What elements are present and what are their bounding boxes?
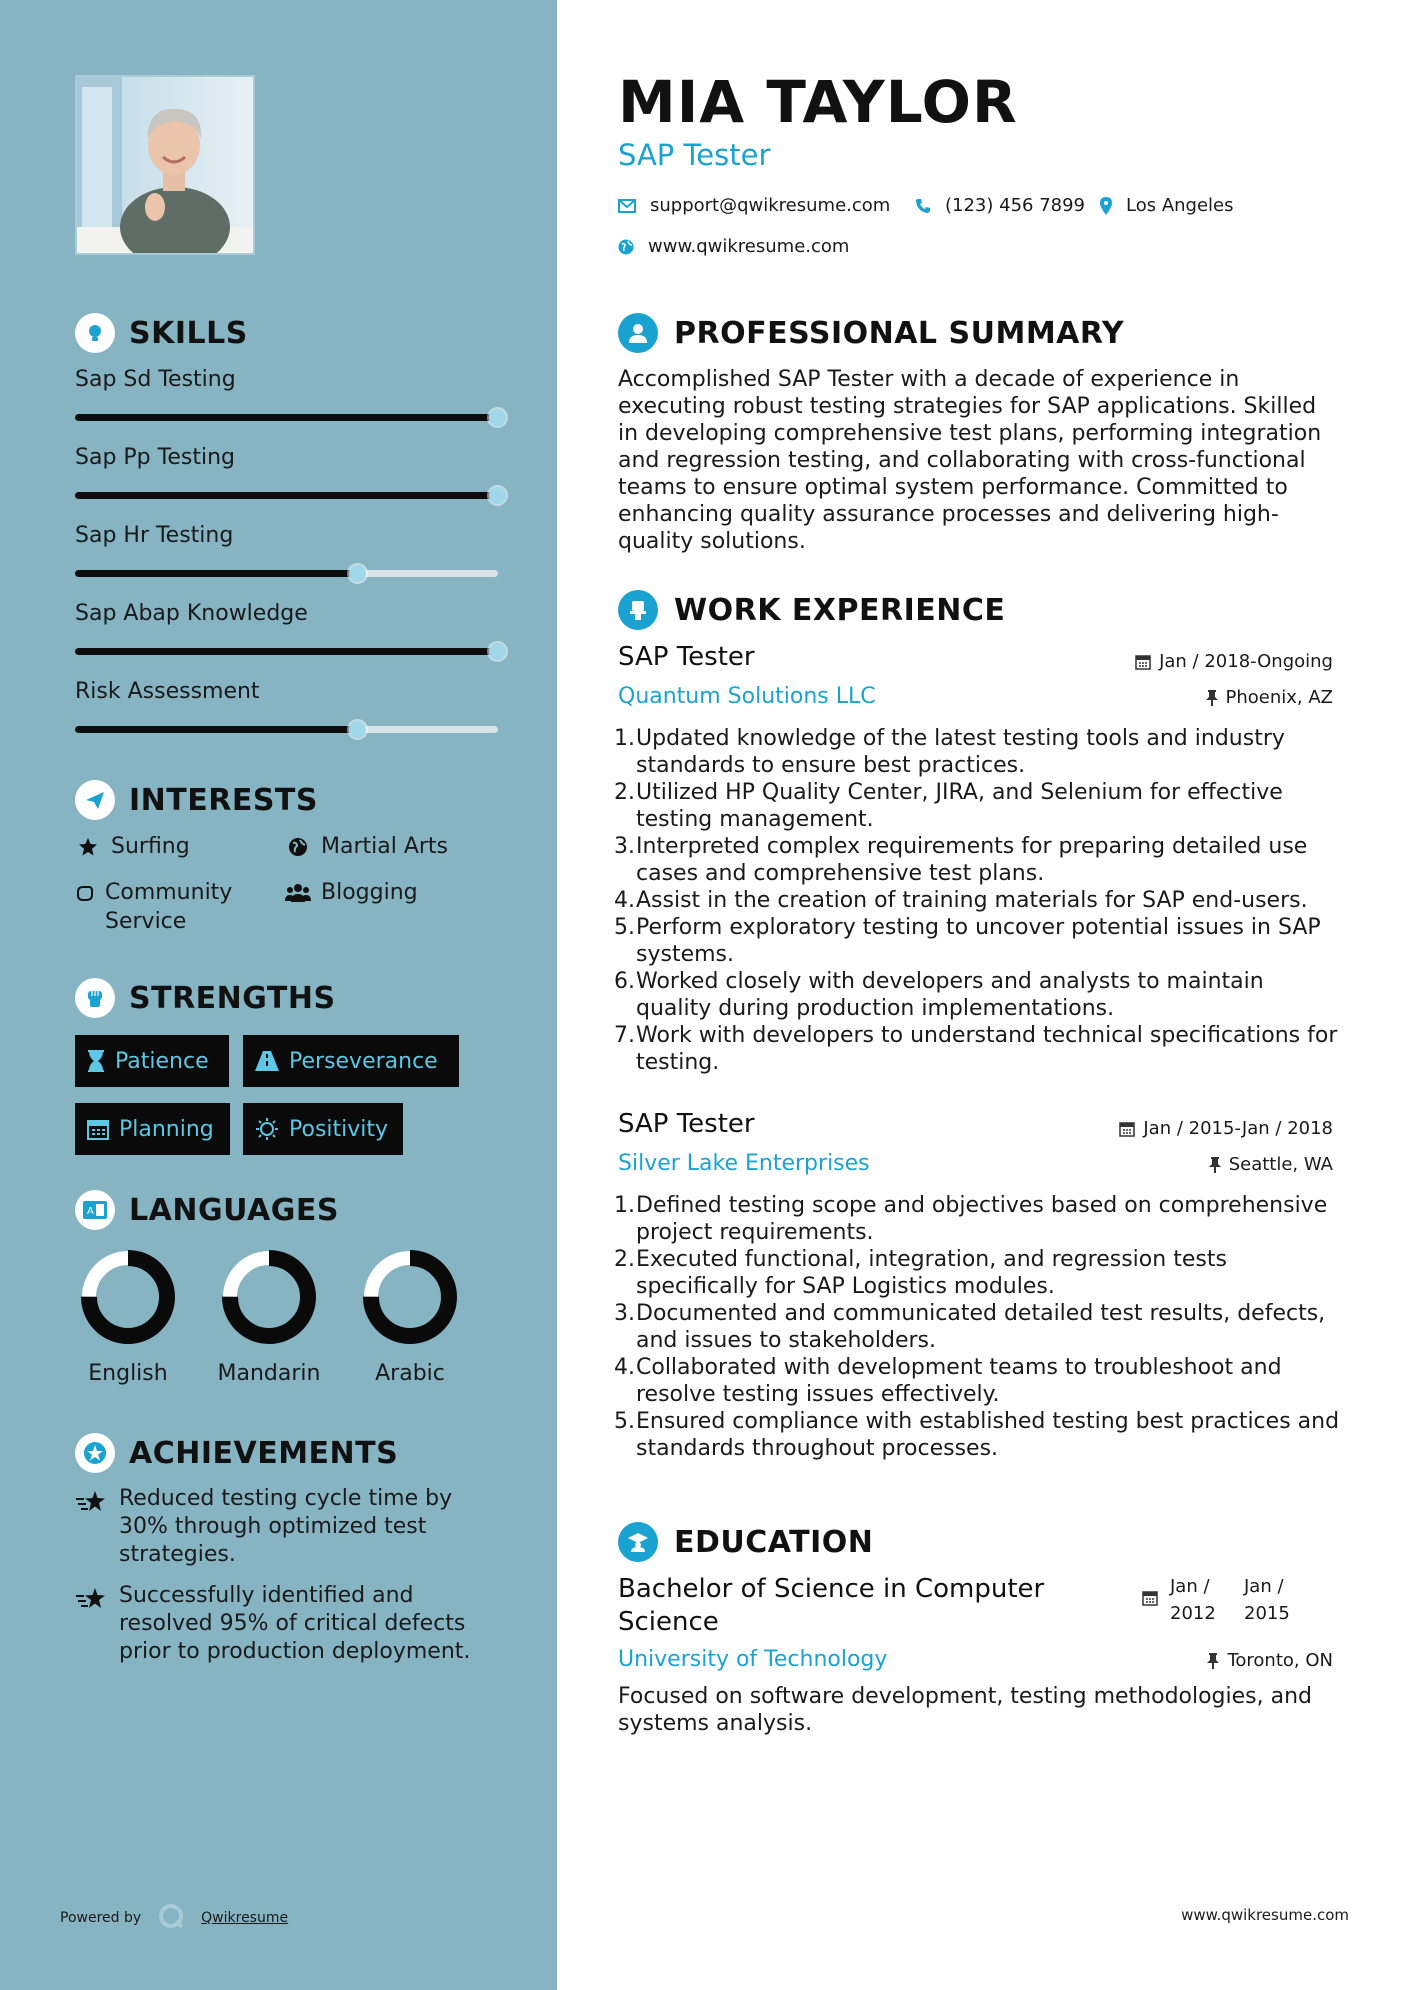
calendar-icon [1142, 1573, 1158, 1627]
skill-bar-knob [489, 409, 506, 426]
achievement-text: Successfully identified and resolved 95% of critical defects prior to production deployment. [119, 1583, 471, 1664]
languages-title: LANGUAGES [129, 1192, 339, 1228]
achievement-text: Reduced testing cycle time by 30% through optimized test strategies. [119, 1486, 453, 1567]
calendar-icon [87, 1118, 109, 1140]
education-start-year: 2012 [1170, 1603, 1216, 1624]
skill-bar-knob [349, 565, 366, 582]
email-text[interactable]: support@qwikresume.com [650, 195, 891, 216]
language-name: Arabic [375, 1361, 445, 1386]
language-name: English [88, 1361, 168, 1386]
summary-title: PROFESSIONAL SUMMARY [674, 315, 1125, 351]
strength-badge [75, 1103, 230, 1155]
list-item [612, 1192, 1342, 1246]
list-item [612, 1022, 1342, 1076]
skill-name: Sap Sd Testing [75, 367, 236, 392]
list-item [612, 833, 1342, 887]
skill-bar-fill [75, 414, 498, 421]
degree-title: Bachelor of Science in Computer Science [618, 1574, 1045, 1637]
list-item [612, 1408, 1342, 1462]
contact-website [618, 236, 849, 257]
list-number: 2. [614, 1247, 635, 1272]
list-text: Work with developers to understand technical specifications for testing. [636, 1023, 1338, 1075]
interest-item [285, 878, 418, 907]
school-name: University of Technology [618, 1647, 888, 1672]
map-pin-icon [1100, 197, 1112, 215]
list-number: 1. [614, 726, 635, 751]
language-item [350, 1247, 470, 1386]
calendar-icon [1119, 1121, 1135, 1137]
qwikresume-logo-icon [157, 1902, 185, 1934]
strength-badge [243, 1035, 459, 1087]
job-dates-text: Jan / 2015-Jan / 2018 [1143, 1118, 1333, 1139]
pushpin-icon [1206, 690, 1218, 706]
interest-item [285, 832, 448, 861]
achievement-item [75, 1582, 485, 1666]
job-location [1209, 1154, 1333, 1175]
star-icon [75, 832, 101, 857]
shooting-star-icon [75, 1582, 107, 1666]
summary-text: Accomplished SAP Tester with a decade of experience in executing robust testing strategies for SAP applications. Skilled in developing comprehensive test plans, performing integration and regression testing, and collaborating with cross-functional teams to ensure optimal system performance. Committed to enhancing quality assurance processes and delivering high-quality solutions. [618, 367, 1322, 554]
hand-icon [75, 878, 95, 903]
job-company: Quantum Solutions LLC [618, 684, 876, 709]
language-name: Mandarin [217, 1361, 321, 1386]
list-item [612, 968, 1342, 1022]
job-bullets [612, 725, 1342, 1076]
skill-bar [75, 726, 498, 733]
achievement-item [75, 1485, 485, 1569]
powered-by-label: Powered by [60, 1910, 142, 1926]
globe-icon [618, 239, 634, 255]
briefcase-icon [618, 590, 658, 630]
list-item [612, 914, 1342, 968]
candidate-name: MIA TAYLOR [618, 68, 1018, 136]
education-title: EDUCATION [674, 1524, 874, 1560]
list-number: 2. [614, 780, 635, 805]
road-icon [255, 1051, 279, 1071]
list-item [612, 1300, 1342, 1354]
skill-name: Sap Pp Testing [75, 445, 235, 470]
achievements-heading [75, 1433, 398, 1473]
skill-bar-knob [489, 487, 506, 504]
skill-name: Sap Abap Knowledge [75, 601, 308, 626]
education-start [1170, 1573, 1240, 1627]
job-dates [1135, 651, 1333, 672]
interest-item [75, 832, 190, 861]
language-item [68, 1247, 188, 1386]
interest-label: Blogging [321, 880, 418, 905]
skill-name: Sap Hr Testing [75, 523, 234, 548]
calendar-icon [1135, 654, 1151, 670]
language-item [209, 1247, 329, 1386]
strength-badge [75, 1035, 229, 1087]
skill-bar [75, 492, 498, 499]
list-item [612, 1354, 1342, 1408]
graduate-icon [618, 1522, 658, 1562]
strength-label: Perseverance [289, 1048, 438, 1074]
list-item [612, 1246, 1342, 1300]
list-number: 7. [614, 1023, 635, 1048]
list-number: 1. [614, 1193, 635, 1218]
languages-heading [75, 1190, 339, 1230]
pushpin-icon [1207, 1653, 1219, 1669]
shooting-star-icon [75, 1485, 107, 1569]
user-icon [618, 313, 658, 353]
interest-label: Community Service [105, 880, 233, 934]
education-description: Focused on software development, testing methodologies, and systems analysis. [618, 1684, 1313, 1736]
job-title: SAP Tester [618, 642, 755, 672]
footer-url[interactable]: www.qwikresume.com [1181, 1906, 1349, 1924]
candidate-role: SAP Tester [618, 138, 771, 172]
list-text: Assist in the creation of training materials for SAP end-users. [636, 888, 1308, 913]
education-heading [618, 1522, 873, 1562]
list-number: 6. [614, 969, 635, 994]
education-location-text: Toronto, ON [1227, 1650, 1333, 1671]
profile-photo [75, 75, 255, 255]
fist-icon [75, 978, 115, 1018]
sidebar [0, 0, 557, 1990]
website-text[interactable]: www.qwikresume.com [648, 236, 850, 257]
job-location-text: Phoenix, AZ [1225, 687, 1333, 708]
strength-label: Patience [115, 1048, 209, 1074]
phone-icon [915, 198, 931, 214]
paper-plane-icon [75, 780, 115, 820]
list-text: Executed functional, integration, and regression tests specifically for SAP Logistics modules. [636, 1247, 1227, 1299]
contact-phone [915, 195, 1085, 216]
hourglass-icon [87, 1050, 105, 1072]
list-number: 3. [614, 1301, 635, 1326]
achievement-star-icon [75, 1433, 115, 1473]
skill-bar-fill [75, 570, 358, 577]
list-text: Updated knowledge of the latest testing tools and industry standards to ensure best practices. [636, 726, 1285, 778]
strength-badge [243, 1103, 403, 1155]
job-bullets [612, 1192, 1342, 1462]
skill-bar-knob [349, 721, 366, 738]
work-title: WORK EXPERIENCE [674, 592, 1006, 628]
list-number: 3. [614, 834, 635, 859]
interest-label: Martial Arts [321, 834, 449, 859]
phone-text[interactable]: (123) 456 7899 [945, 195, 1086, 216]
list-text: Utilized HP Quality Center, JIRA, and Selenium for effective testing management. [636, 780, 1283, 832]
job-location-text: Seattle, WA [1228, 1154, 1333, 1175]
strength-label: Positivity [289, 1116, 389, 1142]
interest-label: Surfing [111, 834, 190, 859]
list-text: Ensured compliance with established testing best practices and standards throughout processes. [636, 1409, 1340, 1461]
svg-text:A: A [87, 1206, 94, 1217]
language-ring [78, 1247, 178, 1347]
strength-label: Planning [119, 1116, 214, 1142]
pushpin-icon [1209, 1157, 1221, 1173]
skills-title: SKILLS [129, 315, 248, 351]
strengths-title: STRENGTHS [129, 980, 336, 1016]
interest-item [75, 878, 255, 936]
location-text: Los Angeles [1126, 195, 1234, 216]
job-title: SAP Tester [618, 1109, 755, 1139]
strengths-heading [75, 978, 336, 1018]
language-ring [219, 1247, 319, 1347]
envelope-icon [618, 199, 636, 213]
skill-bar [75, 648, 498, 655]
list-text: Interpreted complex requirements for preparing detailed use cases and comprehensive test plans. [636, 834, 1308, 886]
list-text: Collaborated with development teams to troubleshoot and resolve testing issues effectively. [636, 1355, 1282, 1407]
list-text: Perform exploratory testing to uncover potential issues in SAP systems. [636, 915, 1321, 967]
skill-bar-fill [75, 492, 498, 499]
summary-heading [618, 313, 1124, 353]
language-icon [75, 1190, 115, 1230]
achievements-title: ACHIEVEMENTS [129, 1435, 399, 1471]
education-end-month: Jan / [1244, 1576, 1284, 1597]
contact-email [618, 195, 890, 216]
job-location [1206, 687, 1334, 708]
skill-bar-knob [489, 643, 506, 660]
job-dates-text: Jan / 2018-Ongoing [1159, 651, 1333, 672]
sun-icon [255, 1117, 279, 1141]
list-item [612, 779, 1342, 833]
list-text: Worked closely with developers and analysts to maintain quality during production implementations. [636, 969, 1264, 1021]
list-item [612, 725, 1342, 779]
education-location [1207, 1650, 1333, 1671]
education-start-month: Jan / [1170, 1576, 1210, 1597]
interests-heading [75, 780, 318, 820]
list-number: 4. [614, 888, 635, 913]
list-text: Defined testing scope and objectives based on comprehensive project requirements. [636, 1193, 1328, 1245]
skill-bar-fill [75, 726, 358, 733]
skill-bar [75, 414, 498, 421]
skills-heading [75, 313, 248, 353]
qwikresume-link[interactable]: Qwikresume [201, 1910, 289, 1926]
contact-location [1100, 195, 1234, 216]
education-dates [1142, 1573, 1310, 1627]
job-company: Silver Lake Enterprises [618, 1151, 870, 1176]
education-end [1240, 1573, 1310, 1627]
education-end-year: 2015 [1244, 1603, 1290, 1624]
skill-name: Risk Assessment [75, 679, 260, 704]
list-item [612, 887, 1342, 914]
lightbulb-icon [75, 313, 115, 353]
skill-bar-fill [75, 648, 498, 655]
list-number: 5. [614, 915, 635, 940]
job-dates [1119, 1118, 1333, 1139]
interests-title: INTERESTS [129, 782, 318, 818]
list-text: Documented and communicated detailed test results, defects, and issues to stakeholders. [636, 1301, 1326, 1353]
skill-bar [75, 570, 498, 577]
list-number: 4. [614, 1355, 635, 1380]
users-icon [285, 878, 311, 903]
work-heading [618, 590, 1005, 630]
powered-by [60, 1902, 288, 1934]
list-number: 5. [614, 1409, 635, 1434]
language-ring [360, 1247, 460, 1347]
globe-icon [285, 832, 311, 857]
